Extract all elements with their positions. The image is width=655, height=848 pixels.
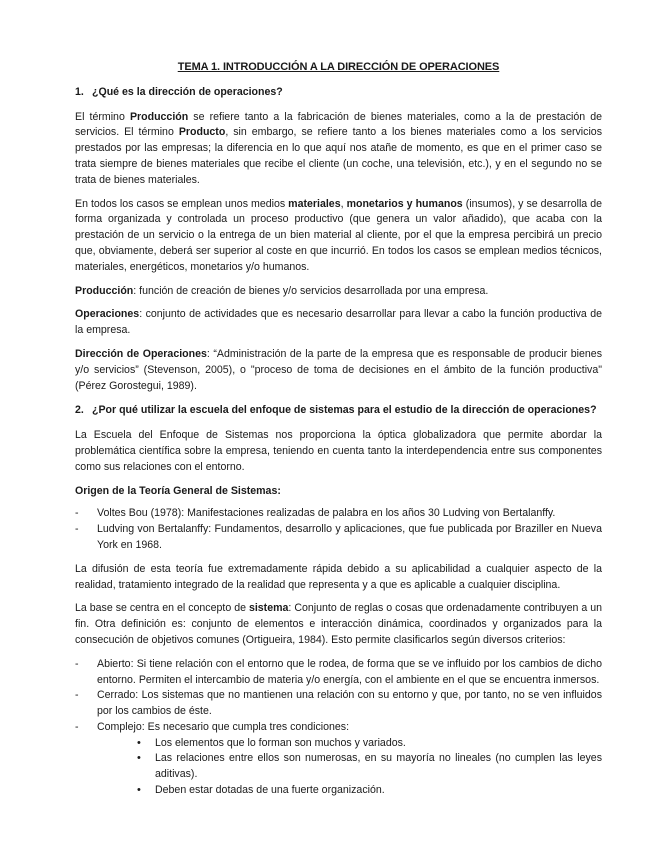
term-produccion: Producción [129,110,189,123]
list-item: - Voltes Bou (1978): Manifestaciones realizadas de palabra en los años 30 Ludving von Bertalanffy. [75,506,602,522]
list-item-text: Complejo: Es necesario que cumpla tres condiciones: [97,720,350,733]
paragraph-difusion: La difusión de esta teoría fue extremadamente rápida debido a su aplicabilidad a cualquier aspecto de la realidad, tratamiento integrado de la realidad que representa y a que es aplicable a cualquier disciplina. [75,562,602,591]
bullet-item: • Deben estar dotadas de una fuerte organización. [129,783,602,799]
definition-term: Operaciones [75,308,140,321]
list-item: - Ludving von Bertalanffy: Fundamentos, desarrollo y aplicaciones, que fue publicada por Braziller en Nueva York en 1968. [75,522,602,554]
conditions-list [97,736,602,799]
list-item: - Abierto: Si tiene relación con el entorno que le rodea, de forma que se ve influido por los cambios de dicho entorno. Permiten el intercambio de materia y/o energía, con el ambiente en el que se encuentra inmersos. [75,657,602,689]
definition-text: : función de creación de bienes y/o servicios desarrollada por una empresa. [133,284,489,297]
bullet-item: • Los elementos que lo forman son muchos y variados. [129,736,602,752]
text-run: El término [75,110,130,123]
origin-list [75,506,602,553]
paragraph-sistema [75,601,602,648]
text-run: La base se centra en el concepto de [75,602,249,615]
definition-term: Producción [75,284,134,297]
term-sistema: sistema [248,602,289,615]
list-item: - Cerrado: Los sistemas que no mantienen una relación con su entorno y que, por tanto, no se ven influidos por los cambios de éste. [75,688,602,720]
text-run: : Conjunto de reglas o cosas que ordenadamente contribuyen a un fin. Otra definición es: conjunto de elementos e interacción dinámica, coordinados y organizados para la consecución de objetivos comunes (Ortigueira, 1984). Esto permite clasificarlos según diversos criterios: [75,602,602,646]
paragraph-medios [75,197,602,276]
definition-text: : “Administración de la parte de la empresa que es responsable de producir bienes y/o servicios” (Stevenson, 2005), o "proceso de toma de decisiones en el ámbito de la función productiva" (Pérez Gorostegui, 1989). [75,347,602,392]
definition-direccion-operaciones [75,347,602,394]
paragraph-produccion-producto [75,110,602,189]
page-title: TEMA 1. INTRODUCCIÓN A LA DIRECCIÓN DE OPERACIONES [177,61,500,73]
term-materiales: materiales [288,197,341,210]
origin-heading: Origen de la Teoría General de Sistemas: [75,484,281,497]
definition-produccion [75,284,602,300]
section-1-heading [75,85,602,101]
definition-term: Dirección de Operaciones [75,347,207,360]
paragraph-escuela-sistemas: La Escuela del Enfoque de Sistemas nos proporciona la óptica globalizadora que permite abordar la problemática científica sobre la empresa, teniendo en cuenta tanto la interdependencia entre sus componentes como sus relaciones con el entorno. [75,429,602,473]
section-1-title: ¿Qué es la dirección de operaciones? [92,85,283,98]
section-2-heading [75,403,602,419]
definition-operaciones [75,307,602,339]
definition-text: : conjunto de actividades que es necesario desarrollar para llevar a cabo la función productiva de la empresa. [75,308,602,337]
text-run: , [340,197,347,210]
text-run: , sin embargo, se refiere tanto a los bienes materiales como a los servicios prestados por las empresas; la diferencia en lo que aquí nos atañe de momento, es que en el primer caso se trata siempre de bienes materiales que recibe el cliente (un coche, una televisión, etc.), y en el segundo no se trata de bienes materiales. [75,126,602,186]
section-1-number: 1. [75,85,84,98]
term-monetarios-humanos: monetarios y humanos [346,197,463,210]
section-2-title: ¿Por qué utilizar la escuela del enfoque de sistemas para el estudio de la dirección de operaciones? [92,404,597,417]
section-2-number: 2. [75,404,84,417]
text-run: (insumos), y se desarrolla de forma organizada y controlada un proceso productivo (que genera un valor añadido), que acaba con la prestación de un servicio o la entrega de un bien material al cliente, por el que la empresa percibirá un precio que, obviamente, deberá ser superior al coste en que incurrió. En todos los casos se emplean medios técnicos, materiales, energéticos, monetarios y/o humanos. [75,197,603,273]
text-run: En todos los casos se emplean unos medios [75,197,289,210]
list-item [75,720,602,799]
text-run: se refiere tanto a la fabricación de bienes materiales, como a la de prestación de servicios. El término [75,110,603,139]
criteria-list [75,657,602,799]
term-producto: Producto [178,126,226,139]
bullet-item: • Las relaciones entre ellos son numerosas, en su mayoría no lineales (no cumplen las leyes aditivas). [129,751,602,783]
